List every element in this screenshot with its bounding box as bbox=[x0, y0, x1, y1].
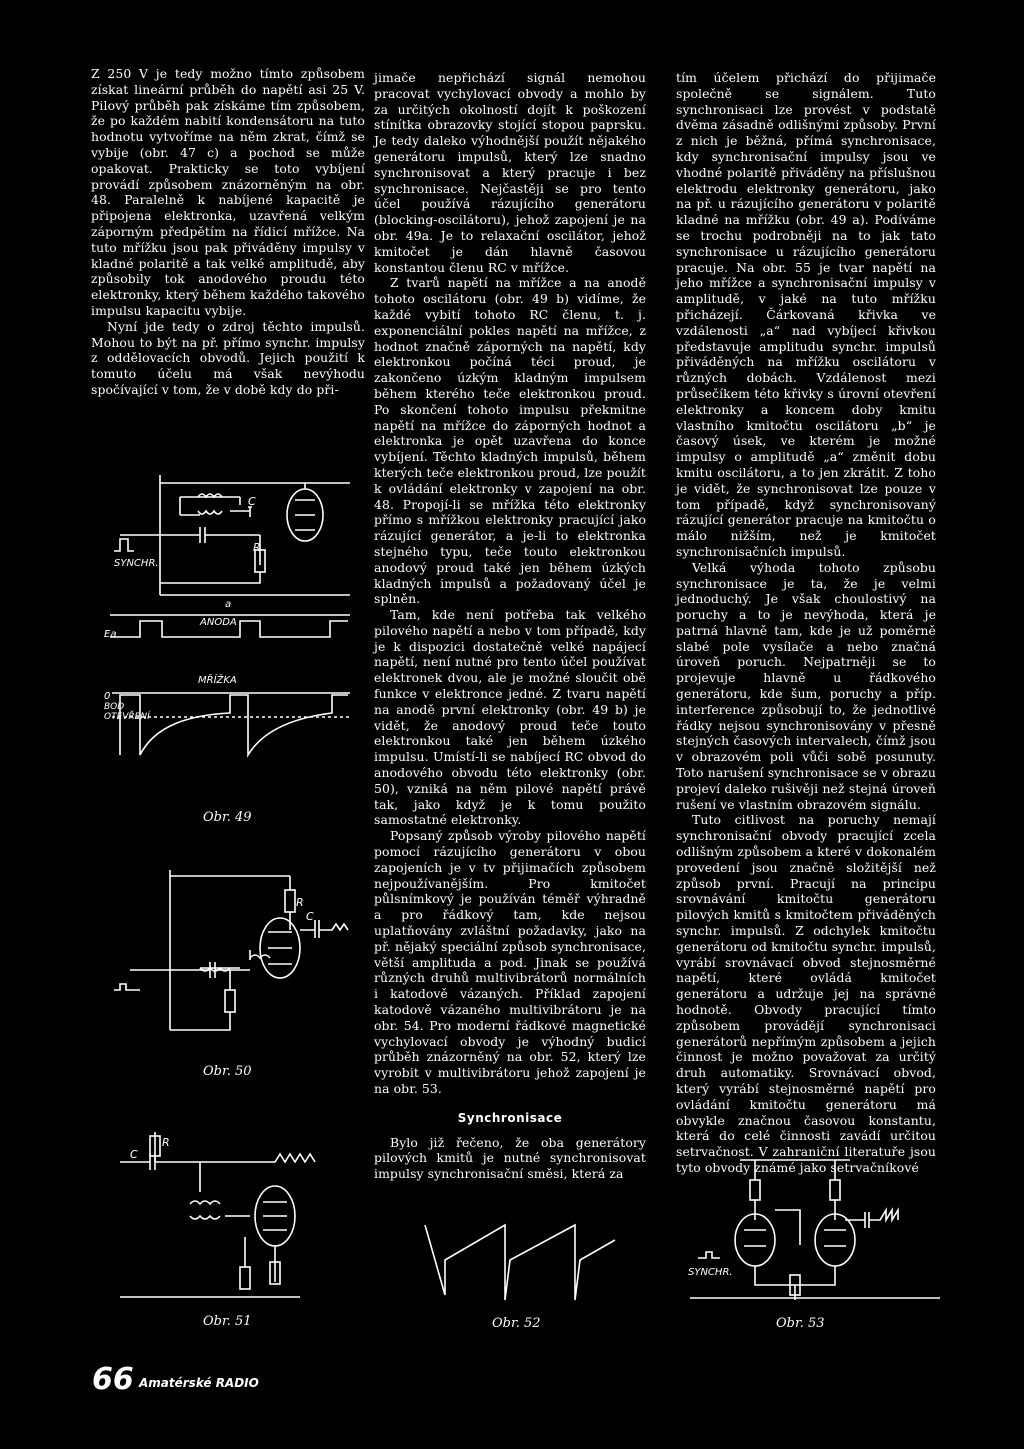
page-number: 66 bbox=[92, 1362, 134, 1397]
figure-53-caption: Obr. 53 bbox=[776, 1316, 825, 1331]
anoda-label: ANODA bbox=[200, 617, 237, 628]
ea-label: Ea bbox=[104, 629, 117, 640]
figure-52-caption: Obr. 52 bbox=[492, 1316, 541, 1331]
c-label: C bbox=[130, 1148, 138, 1161]
text-column-1 bbox=[91, 66, 365, 398]
synchr-label: SYNCHR. bbox=[114, 558, 159, 569]
paragraph: Z tvarů napětí na mřížce a na anodě tohoto oscilátoru (obr. 49 b) vidíme, že každé vybití tohoto RC členu, t. j. exponenciální pokles napětí na mřížce, z hodnot značně záporných na napětí, kdy elektronkou počíná téci proud, je zakončeno úzkým kladným impulsem během kterého teče elektronkou proud. Po skončení tohoto impulsu překmitne napětí na mřížce do záporných hodnot a elektronka je opět uzavřena do konce vybíjení. Těchto kladných impulsů, během kterých teče elektronkou proud, lze použít k ovládání elektronky v zapojení na obr. 48. Propojí-li se mřížka této elektronky přímo s mřížkou elektronky pracující jako rázující generátor, a je-li to elektronka stejného typu, teče touto elektronkou anodový proud také jen během úzkých kladných impulsů a požadovaný účel je splněn. bbox=[374, 275, 646, 607]
figure-52 bbox=[415, 1205, 625, 1315]
paragraph: Popsaný způsob výroby pilového napětí pomocí rázujícího generátoru v obou zapojeních je v tv přijimačích způsobem nejpoužívanějším. Pro kmitočet půlsnímkový je používán téměř výhradně a pro řádkový tam, kde nejsou uplatňovány zvláštní požadavky, jako na př. nějaký speciální způsob synchronisace, větší amplituda a pod. Jinak se používá různých druhů multivibrátorů normálních i katodově vázaných. Příklad zapojení katodově vázaného multivibrátoru je na obr. 54. Pro moderní řádkové magnetické vychylovací obvody je výhodný budicí průběh znázorněný na obr. 52, který lze vyrobit v multivibrátoru jehož zapojení je na obr. 53. bbox=[374, 828, 646, 1096]
otevreni-label: OTEVŘENÍ bbox=[104, 712, 150, 722]
paragraph: Tam, kde není potřeba tak velkého pilového napětí a nebo v tom případě, kdy je k dispozici dostatečně velké napájecí napětí, není nutné pro tento účel používat elektronek dvou, ale je možné sloučit obě funkce v elektronce jedné. Z tvaru napětí na anodě první elektronky (obr. 49 b) je vidět, že anodový proud teče touto elektronkou také jen během úzkého impulsu. Umístí-li se nabíjecí RC obvod do anodového obvodu této elektronky (obr. 50), vzniká na něm pilové napětí právě tak, jako když je k tomu použito samostatné elektronky. bbox=[374, 607, 646, 828]
figure-51 bbox=[100, 1122, 365, 1312]
a-label: a bbox=[225, 599, 232, 610]
figure-50-drawing bbox=[100, 860, 360, 1060]
figure-50 bbox=[100, 860, 360, 1060]
paragraph: Nyní jde tedy o zdroj těchto impulsů. Mohou to být na př. přímo synchr. impulsy z oddělovacích obvodů. Jejich použití k tomuto účelu má však nevýhodu spočívající v tom, že v době kdy do při- bbox=[91, 318, 365, 397]
figure-50-caption: Obr. 50 bbox=[203, 1064, 252, 1079]
section-heading: Synchronisace bbox=[457, 1110, 563, 1125]
figure-49 bbox=[100, 455, 360, 805]
text-column-3 bbox=[676, 70, 936, 1176]
text-column-2 bbox=[374, 70, 646, 1182]
paragraph: tím účelem přichází do přijimače společně se signálem. Tuto synchronisaci lze provést v podstatě dvěma zásadně odlišnými způsoby. První z nich je běžná, přímá synchronisace, kdy synchronisační impulsy jsou ve vhodné polaritě přiváděny na příslušnou elektrodu elektronky generátoru, jako na př. u rázujícího generátoru v polaritě kladné na mřížku (obr. 49 a). Podíváme se trochu podrobněji na to jak tato synchronisace u rázujícího generátoru pracuje. Na obr. 55 je tvar napětí na jeho mřížce a synchronisační impulsy v amplitudě, v jaké na tuto mřížku přicházejí. Čárkovaná křivka ve vzdálenosti „a“ nad vybíjecí křivkou představuje amplitudu synchr. impulsů přiváděných na mřížku oscilátoru v různých dobách. Vzdálenost mezi průsečíkem této křivky s úrovní otevření elektronky a koncem doby kmitu vlastního kmitočtu oscilátoru „b“ je časový úsek, ve kterém je možné impulsy o amplitudě „a“ změnit dobu kmitu oscilátoru, a to jen zkrátit. Z toho je vidět, že synchronisovat lze pouze v tom případě, když synchronisovaný rázující generátor pracuje na kmitočtu o málo nižším, než je kmitočet synchronisačních impulsů. bbox=[676, 70, 936, 559]
r-label: R bbox=[253, 541, 261, 554]
figure-53 bbox=[680, 1150, 950, 1310]
synchr-label: SYNCHR. bbox=[688, 1267, 733, 1278]
zero-label: 0 bbox=[104, 691, 111, 702]
r-label: R bbox=[162, 1136, 170, 1149]
figure-51-caption: Obr. 51 bbox=[203, 1314, 252, 1329]
figure-49-caption: Obr. 49 bbox=[203, 810, 252, 825]
paragraph: Bylo již řečeno, že oba generátory pilových kmitů je nutné synchronisovat impulsy synchronisační směsi, která za bbox=[374, 1134, 646, 1182]
figure-52-drawing bbox=[415, 1205, 625, 1315]
c-label: C bbox=[306, 910, 314, 923]
paragraph: Z 250 V je tedy možno tímto způsobem získat lineární průběh do napětí asi 25 V. Pilový průběh pak získáme tím způsobem, že po každém nabití kondensátoru na tuto hodnotu vytvoříme na něm zkrat, čímž se vybije (obr. 47 c) a pochod se může opakovat. Prakticky se toto vybíjení provádí způsobem znázorněným na obr. 48. Paralelně k nabíjené kapacitě je připojena elektronka, uzavřená velkým záporným předpětím na řídicí mřížce. Na tuto mřížku jsou pak přiváděny impulsy v kladné polaritě a tak velké amplitudě, aby způsobily tok anodového proudu této elektronky, který během každého takového impulsu kapacitu vybije. bbox=[91, 66, 365, 318]
figure-53-drawing bbox=[680, 1150, 950, 1310]
r-label: R bbox=[296, 896, 304, 909]
figure-51-drawing bbox=[100, 1122, 365, 1312]
paragraph: Velká výhoda tohoto způsobu synchronisace je ta, že je velmi jednoduchý. Je však choulostivý na poruchy a to je nevýhoda, která je patrná hlavně tam, kde je už poměrně slabé pole vysílače a nebo značná úroveň poruch. Nejpatrněji se to projevuje hlavně u řádkového generátoru, kde šum, poruchy a příp. interference způsobují to, že jednotlivé řádky nejsou synchronisovány v přesně stejných časových intervalech, čímž jsou v obrazovém poli vůči sobě posunuty. Toto narušení synchronisace se v obrazu projeví daleko rušivěji než stejná úroveň rušení ve vlastním obrazovém signálu. bbox=[676, 559, 936, 812]
magazine-title: Amatérské RADIO bbox=[139, 1376, 259, 1390]
mrizka-label: MŘÍŽKA bbox=[198, 675, 237, 686]
paragraph: jimače nepřichází signál nemohou pracovat vychylovací obvody a mohlo by za určitých okolností dojít k poškození stínítka obrazovky stojící stopou paprsku. Je tedy daleko výhodnější použít nějakého generátoru impulsů, který lze snadno synchronisovat a který pracuje i bez synchronisace. Nejčastěji se pro tento účel používá rázujícího generátoru (blocking-oscilátoru), jehož zapojení je na obr. 49a. Je to relaxační oscilátor, jehož kmitočet je dán hlavně časovou konstantou členu RC v mřížce. bbox=[374, 70, 646, 275]
bod-label: BOD bbox=[104, 702, 125, 712]
c-label: C bbox=[248, 495, 256, 508]
paragraph: Tuto citlivost na poruchy nemají synchronisační obvody pracující zcela odlišným způsobem a které v dokonalém provedení jsou značně složitější než způsob první. Pracují na principu srovnávání kmitočtu generátoru pilových kmitů s kmitočtem přiváděných synchr. impulsů. Z odchylek kmitočtu generátoru od kmitočtu synchr. impulsů, vyrábí srovnávací obvod stejnosměrné napětí, které ovládá kmitočet generátoru a udržuje jej na správné hodnotě. Obvody pracující tímto způsobem provádějí synchronisaci generátorů nepřímým způsobem a jejich činnost je možno považovat za určitý druh automatiky. Srovnávací obvod, který vyrábí stejnosměrné napětí pro ovládání kmitočtu generátoru má obvykle značnou časovou konstantu, která do celé činnosti zavádí určitou setrvačnost. V zahraniční literatuře jsou tyto obvody známé jako setrvačníkové bbox=[676, 812, 936, 1175]
figure-49-drawing bbox=[100, 455, 360, 805]
